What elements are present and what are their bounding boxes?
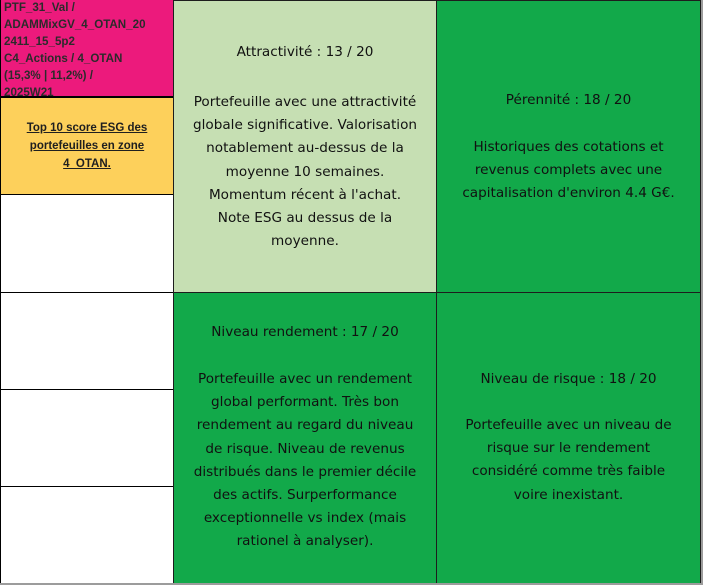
risque-description bbox=[437, 414, 700, 507]
portfolio-line: PTF_31_Val / bbox=[4, 1, 75, 14]
description-line: distribués dans le premier décile bbox=[193, 463, 417, 480]
description-line: moyenne. bbox=[271, 233, 339, 250]
esg-link-line: Top 10 score ESG des bbox=[26, 122, 148, 134]
description-line: global performant. Très bon bbox=[211, 394, 399, 411]
description-line: Momentum récent à l'achat. bbox=[208, 186, 402, 203]
description-line: globale significative. Valorisation bbox=[192, 117, 418, 134]
description-line: Portefeuille avec un niveau de bbox=[465, 417, 672, 433]
esg-link-line: 4_OTAN. bbox=[63, 158, 111, 170]
description-line: revenus complets avec une bbox=[474, 162, 663, 179]
empty-cell[interactable] bbox=[0, 486, 174, 584]
description-line: rationel à analyser). bbox=[236, 533, 374, 550]
perennite-description bbox=[437, 136, 700, 206]
rendement-title: Niveau rendement : 17 / 20 bbox=[211, 324, 399, 340]
risque-cell[interactable] bbox=[436, 292, 701, 584]
rendement-cell[interactable] bbox=[173, 292, 437, 584]
description-line: capitalisation d'environ 4.4 G€. bbox=[462, 185, 675, 202]
perennite-title: Pérennité : 18 / 20 bbox=[505, 92, 632, 108]
risque-title: Niveau de risque : 18 / 20 bbox=[480, 371, 657, 387]
rendement-description bbox=[174, 368, 436, 554]
description-line: voire inexistant. bbox=[513, 486, 624, 503]
esg-top10-link[interactable] bbox=[27, 119, 148, 173]
description-line: exceptionnelle vs index (mais bbox=[203, 510, 407, 527]
description-line: Portefeuille avec un rendement bbox=[198, 371, 412, 387]
description-line: rendement au regard du niveau bbox=[196, 417, 414, 434]
empty-cell[interactable] bbox=[0, 389, 174, 487]
attractivite-title: Attractivité : 13 / 20 bbox=[236, 44, 374, 60]
empty-cell[interactable] bbox=[0, 292, 174, 390]
attractivite-description bbox=[174, 91, 436, 253]
description-line: moyenne 10 semaines. bbox=[225, 163, 385, 180]
description-line: Portefeuille avec une attractivité bbox=[193, 94, 417, 110]
portfolio-line: (15,3% | 11,2%) / bbox=[4, 69, 93, 82]
description-line: risque sur le rendement bbox=[486, 440, 651, 457]
description-line: Note ESG au dessus de la bbox=[217, 210, 393, 227]
esg-top10-link-cell[interactable] bbox=[0, 97, 174, 195]
description-line: de risque. Niveau de revenus bbox=[205, 440, 405, 457]
attractivite-cell[interactable] bbox=[173, 0, 437, 293]
empty-cell[interactable] bbox=[0, 194, 174, 293]
portfolio-line: 2025W21 bbox=[4, 86, 54, 97]
description-line: considéré comme très faible bbox=[471, 463, 666, 480]
description-line: des actifs. Surperformance bbox=[213, 487, 397, 504]
portfolio-line: C4_Actions / 4_OTAN bbox=[4, 52, 123, 65]
portfolio-line: ADAMMixGV_4_OTAN_20 bbox=[4, 18, 146, 31]
esg-link-line: portefeuilles en zone bbox=[29, 140, 145, 152]
portfolio-name-cell[interactable] bbox=[0, 0, 174, 97]
portfolio-line: 2411_15_5p2 bbox=[4, 35, 75, 48]
description-line: notablement au-dessus de la bbox=[206, 140, 404, 157]
perennite-cell[interactable] bbox=[436, 0, 701, 293]
description-line: Historiques des cotations et bbox=[473, 139, 664, 155]
